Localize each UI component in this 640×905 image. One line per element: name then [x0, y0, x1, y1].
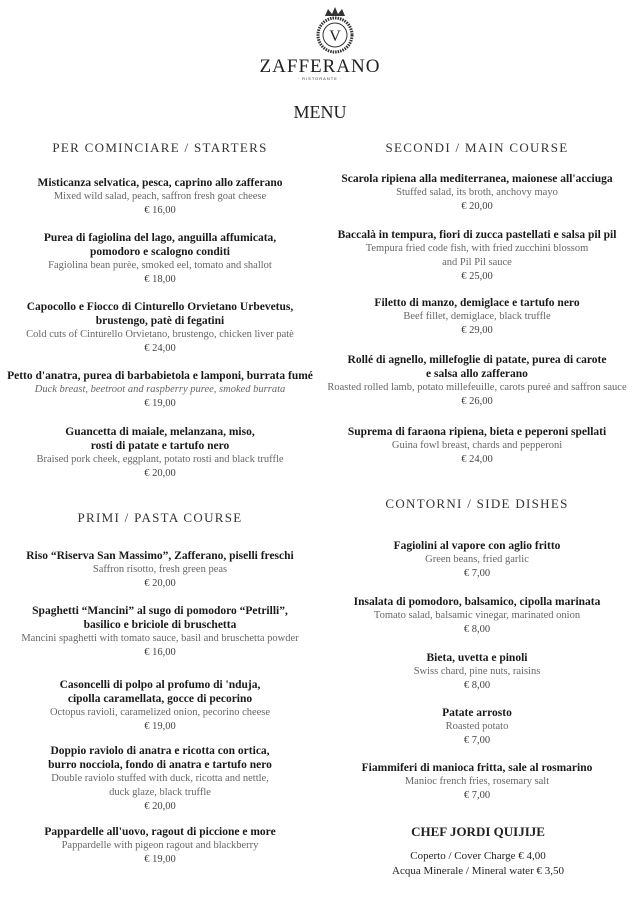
menu-item	[312, 172, 640, 214]
dish-name: Scarola ripiena alla mediterranea, maionese all'acciuga	[341, 173, 613, 185]
dish-price: € 19,00	[144, 398, 176, 409]
dish-name: Rollé di agnello, millefoglie di patate, purea di carote	[347, 354, 607, 366]
dish-description: Mancini spaghetti with tomato sauce, basil and bruschetta powder	[21, 633, 299, 644]
dish-description: Cold cuts of Cinturello Orvietano, brustengo, chicken liver patè	[26, 329, 294, 340]
dish-name: brustengo, patè di fegatini	[95, 315, 225, 327]
menu-item	[0, 369, 325, 411]
dish-description: Saffron risotto, fresh green peas	[92, 564, 228, 575]
dish-name: Spaghetti “Mancini” al sugo di pomodoro “Petrilli”,	[32, 605, 288, 617]
dish-price: € 26,00	[461, 396, 493, 407]
dish-description: Tempura fried code fish, with fried zucchini blossom	[365, 243, 589, 254]
dish-name: Purea di fagiolina del lago, anguilla affumicata,	[43, 232, 277, 244]
dish-price: € 18,00	[144, 274, 176, 285]
dish-description: Beef fillet, demiglace, black truffle	[403, 311, 551, 322]
dish-description: Swiss chard, pine nuts, raisins	[413, 666, 541, 677]
menu-item	[0, 231, 325, 287]
dish-price: € 19,00	[144, 854, 176, 865]
dish-price: € 24,00	[144, 343, 176, 354]
dish-description: duck glaze, black truffle	[109, 787, 211, 798]
restaurant-logo	[290, 6, 380, 56]
dish-price: € 16,00	[144, 205, 176, 216]
menu-item	[0, 825, 325, 867]
cover-charge: Coperto / Cover Charge € 4,00	[410, 850, 546, 862]
svg-text:V: V	[329, 28, 341, 45]
dish-description: Stuffed salad, its broth, anchovy mayo	[396, 187, 558, 198]
dish-description: Tomato salad, balsamic vinegar, marinated onion	[373, 610, 581, 621]
dish-price: € 20,00	[461, 201, 493, 212]
dish-name: Filetto di manzo, demiglace e tartufo nero	[374, 297, 580, 309]
menu-item	[0, 549, 325, 591]
restaurant-name: ZAFFERANO	[259, 56, 381, 77]
dish-description: Fagiolina bean purèe, smoked eel, tomato and shallot	[48, 260, 272, 271]
dish-price: € 7,00	[463, 735, 491, 746]
menu-item	[312, 651, 640, 693]
dish-name: Pappardelle all'uovo, ragout di piccione e more	[44, 826, 276, 838]
dish-price: € 25,00	[461, 271, 493, 282]
dish-price: € 8,00	[463, 680, 491, 691]
menu-item	[312, 353, 640, 409]
menu-title: MENU	[293, 102, 347, 122]
dish-description: Double raviolo stuffed with duck, ricotta and nettle,	[51, 773, 269, 784]
menu-item	[0, 176, 325, 218]
menu-item	[312, 228, 640, 284]
dish-name: pomodoro e scalogno conditi	[89, 246, 231, 258]
dish-name: Patate arrosto	[442, 707, 512, 719]
dish-price: € 20,00	[144, 468, 176, 479]
section-heading: PER COMINCIARE / STARTERS	[52, 140, 268, 155]
dish-description: Pappardelle with pigeon ragout and blackberry	[61, 840, 259, 851]
menu-item	[0, 300, 325, 356]
dish-description: Manioc french fries, rosemary salt	[404, 776, 550, 787]
dish-name: Suprema di faraona ripiena, bieta e peperoni spellati	[347, 426, 607, 438]
menu-item	[0, 744, 325, 814]
dish-description: and Pil Pil sauce	[442, 257, 512, 268]
dish-name: Riso “Riserva San Massimo”, Zafferano, piselli freschi	[26, 550, 294, 562]
dish-name: Casoncelli di polpo al profumo di 'nduja,	[59, 679, 261, 691]
dish-price: € 20,00	[144, 801, 176, 812]
dish-name: basilico e briciole di bruschetta	[83, 619, 237, 631]
mineral-water: Acqua Minerale / Mineral water € 3,50	[392, 865, 564, 877]
dish-description: Green beans, fried garlic	[425, 554, 529, 565]
dish-description: Roasted potato	[445, 721, 509, 732]
dish-name: Doppio raviolo di anatra e ricotta con ortica,	[50, 745, 270, 757]
section-heading: CONTORNI / SIDE DISHES	[385, 496, 569, 511]
dish-description: Octopus ravioli, caramelized onion, pecorino cheese	[49, 707, 271, 718]
section-heading: PRIMI / PASTA COURSE	[77, 510, 243, 525]
dish-name: burro nocciola, fondo di anatra e tartufo nero	[48, 759, 272, 771]
menu-item	[312, 761, 640, 803]
dish-description: Duck breast, beetroot and raspberry puree, smoked burrata	[34, 384, 286, 395]
dish-name: e salsa allo zafferano	[426, 368, 528, 380]
dish-name: Baccalà in tempura, fiori di zucca pastellati e salsa pil pil	[337, 229, 617, 241]
dish-description: Guina fowl breast, chards and pepperoni	[391, 440, 563, 451]
restaurant-subtitle: · RISTORANTE ·	[297, 76, 343, 81]
menu-item	[312, 425, 640, 467]
dish-price: € 7,00	[463, 790, 491, 801]
dish-name: Guancetta di maiale, melanzana, miso,	[65, 426, 255, 438]
dish-price: € 24,00	[461, 454, 493, 465]
dish-name: Insalata di pomodoro, balsamico, cipolla marinata	[353, 596, 601, 608]
dish-price: € 19,00	[144, 721, 176, 732]
chef-name: CHEF JORDI QUIJIJE	[411, 824, 545, 839]
dish-name: Fagiolini al vapore con aglio fritto	[393, 540, 561, 552]
dish-name: Bieta, uvetta e pinoli	[426, 652, 528, 664]
dish-price: € 7,00	[463, 568, 491, 579]
dish-name: rosti di patate e tartufo nero	[90, 440, 230, 452]
section-heading: SECONDI / MAIN COURSE	[385, 140, 569, 155]
menu-item	[312, 595, 640, 637]
dish-name: Misticanza selvatica, pesca, caprino allo zafferano	[37, 177, 283, 189]
dish-description: Mixed wild salad, peach, saffron fresh goat cheese	[53, 191, 267, 202]
dish-name: Capocollo e Fiocco di Cinturello Orvietano Urbevetus,	[26, 301, 294, 313]
dish-price: € 20,00	[144, 578, 176, 589]
menu-item	[0, 604, 325, 660]
menu-item	[0, 678, 325, 734]
menu-item	[312, 296, 640, 338]
dish-description: Braised pork cheek, eggplant, potato rosti and black truffle	[36, 454, 284, 465]
dish-name: Fiammiferi di manioca fritta, sale al rosmarino	[361, 762, 593, 774]
dish-name: cipolla caramellata, gocce di pecorino	[67, 693, 253, 705]
menu-item	[312, 706, 640, 748]
crown-emblem-icon	[313, 6, 357, 56]
dish-price: € 16,00	[144, 647, 176, 658]
dish-name: Petto d'anatra, purea di barbabietola e lamponi, burrata fumé	[7, 370, 313, 382]
menu-item	[312, 539, 640, 581]
dish-price: € 8,00	[463, 624, 491, 635]
menu-item	[0, 425, 325, 481]
dish-description: Roasted rolled lamb, potato millefeuille, carots pureé and saffron sauce	[327, 382, 627, 393]
dish-price: € 29,00	[461, 325, 493, 336]
